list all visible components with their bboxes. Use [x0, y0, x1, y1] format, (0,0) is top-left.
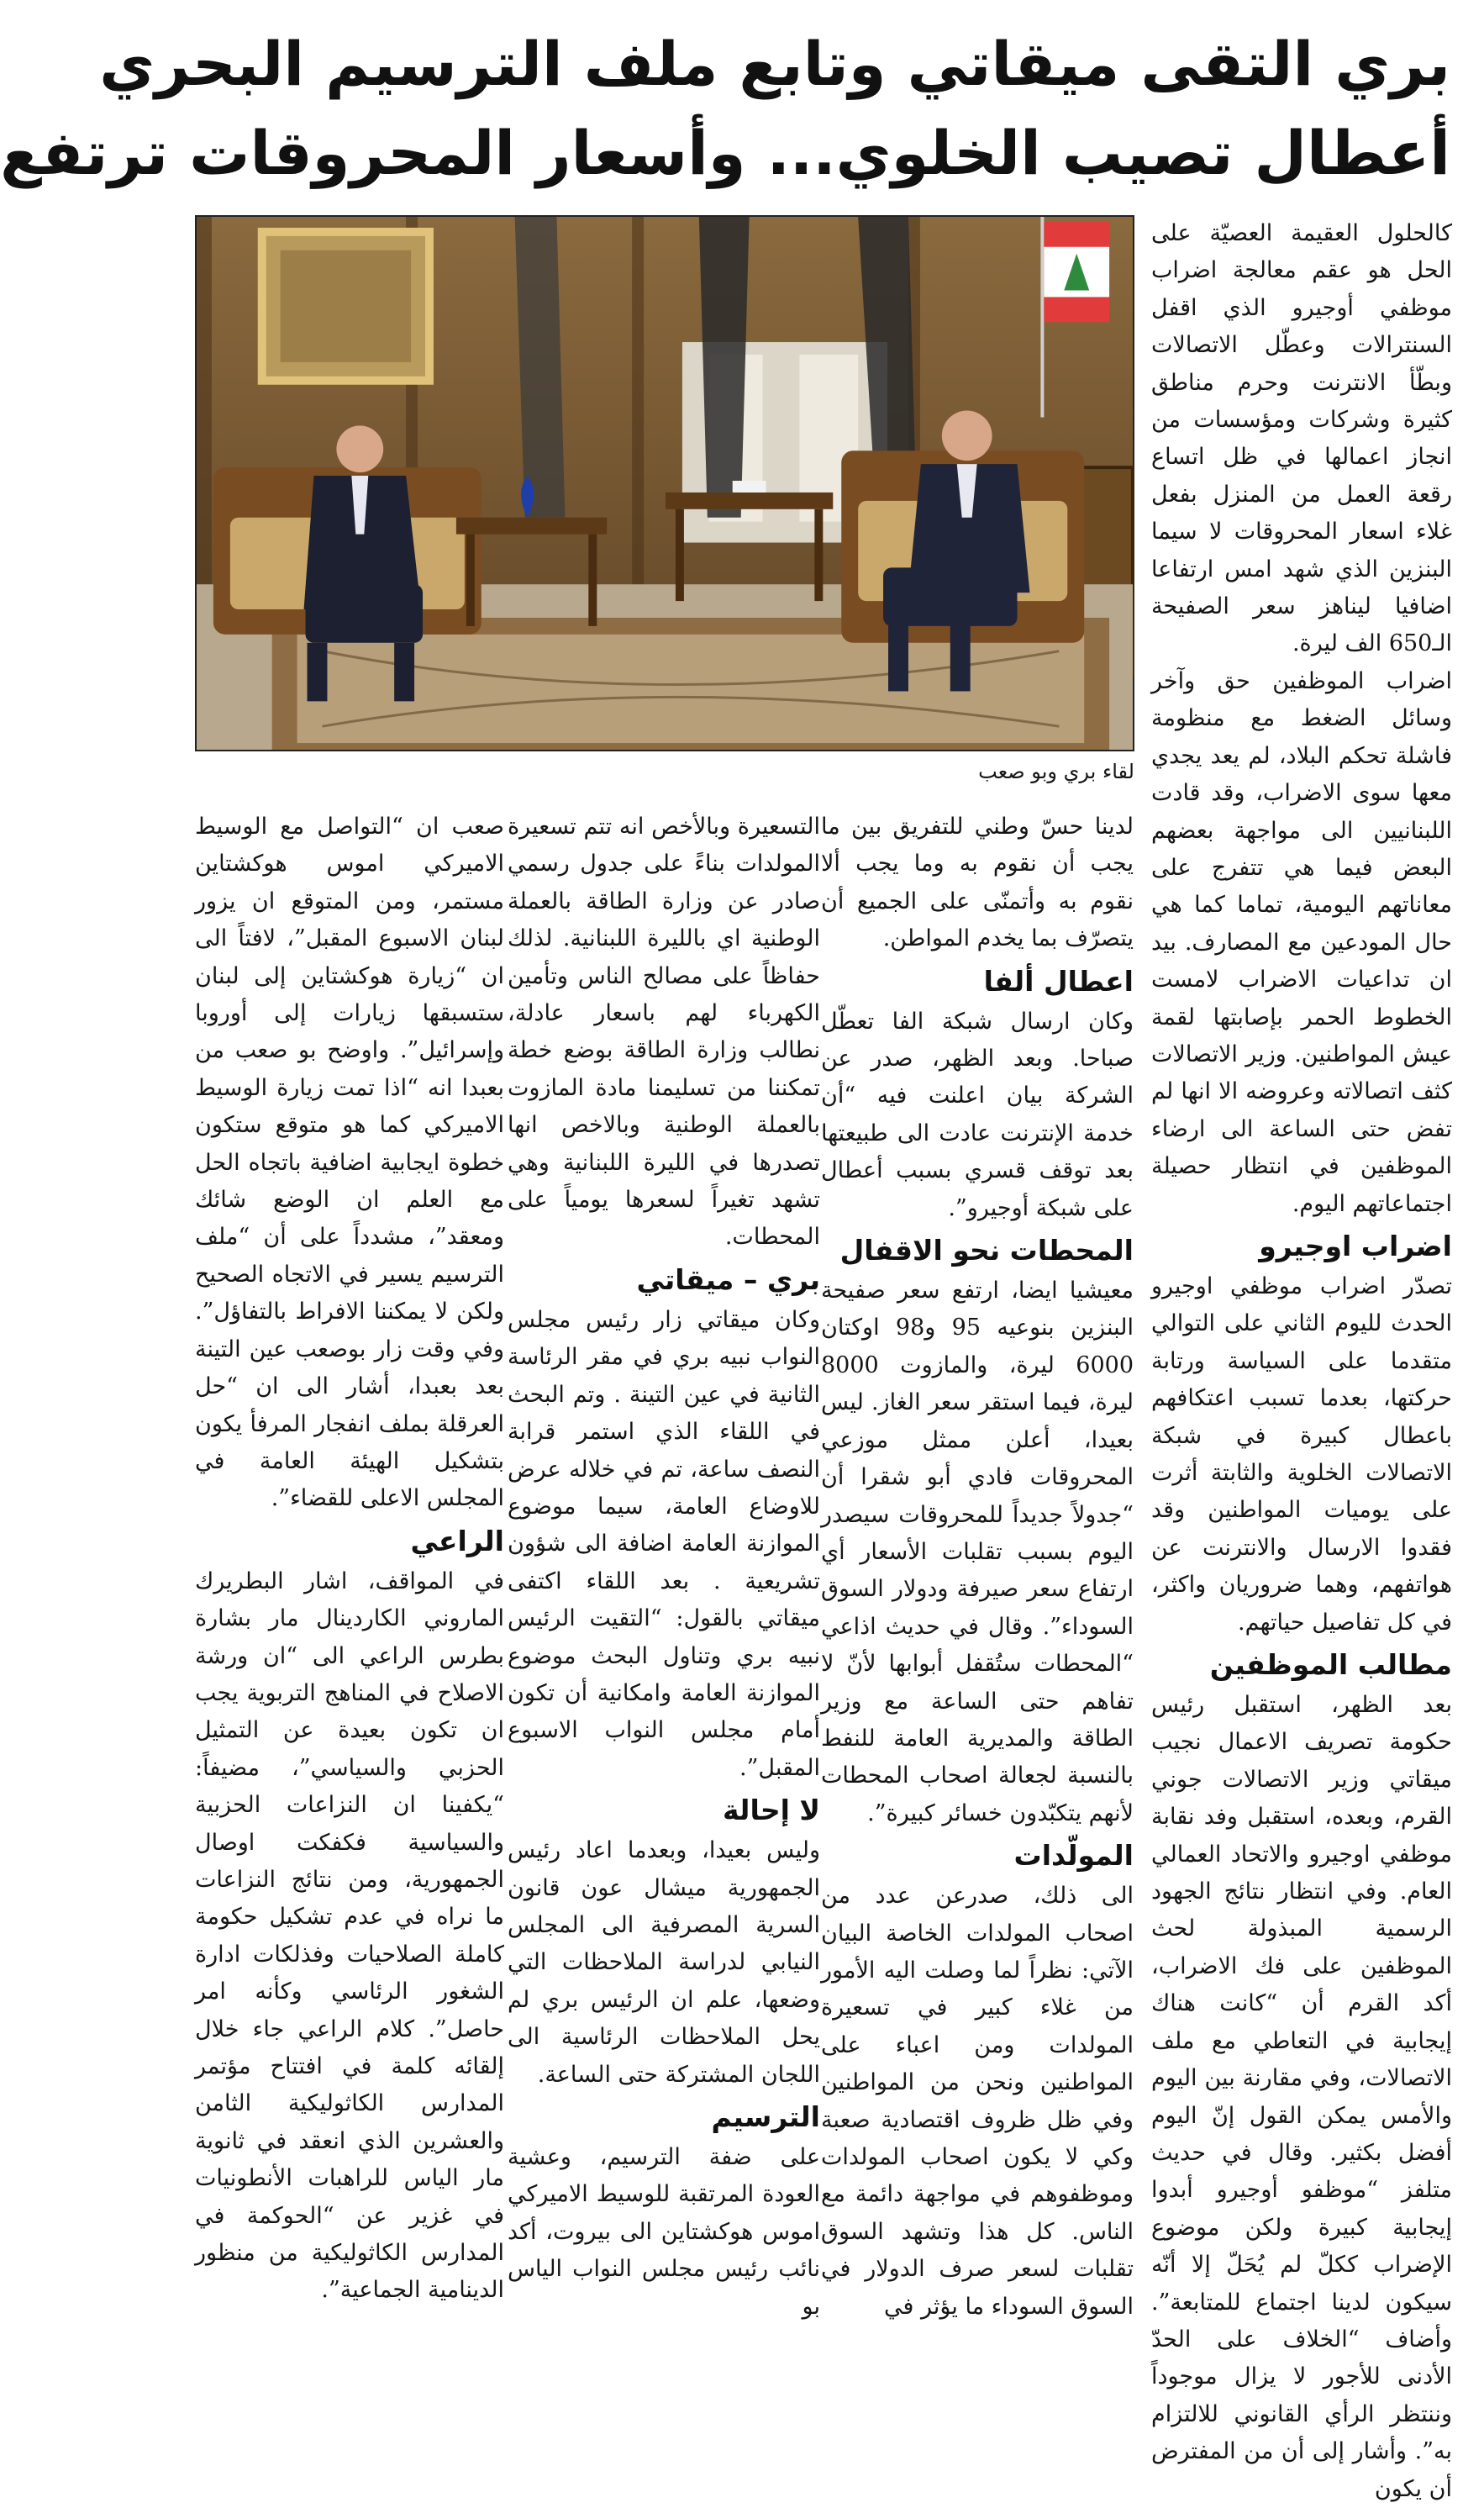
article-column-3 [508, 809, 820, 2367]
article-paragraph: الى ذلك، صدرعن عدد من اصحاب المولدات الخاصة البيان الآتي: نظراً لما وصلت اليه الأمور من غلاء كبير في تسعيرة المولدات ومن اعباء على المواطنين ونحن من المواطنين وفي ظل ظروف اقتصادية صعبة وكي لا يكون اصحاب المولدات وموظفوهم في مواجهة دائمة مع الناس. كل هذا وتشهد السوق تقلبات لسعر صرف الدولار في السوق السوداء ما يؤثر في [821, 1883, 1134, 2320]
section-heading: الترسيم [711, 2100, 820, 2133]
article-paragraph: وليس بعيدا، وبعدما اعاد رئيس الجمهورية ميشال عون قانون السرية المصرفية الى المجلس النيابي لدراسة الملاحظات التي وضعها، علم ان الرئيس بري لم يحل الملاحظات الرئاسية الى اللجان المشتركة حتى الساعة. [508, 1837, 820, 2088]
section-heading: الراعي [410, 1524, 504, 1557]
article-column-1 [1151, 215, 1452, 2502]
article-paragraph: وكان ارسال شبكة الفا تعطّل صباحا. وبعد الظهر، صدر عن الشركة بيان اعلنت فيه “أن خدمة الإنترنت عادت الى طبيعتها بعد توقف قسري بسبب أعطال على شبكة أوجيرو”. [821, 1008, 1134, 1221]
section-heading: بري – ميقاتي [636, 1262, 820, 1296]
article-paragraph: وكان ميقاتي زار رئيس مجلس النواب نبيه بري في مقر الرئاسة الثانية في عين التينة . وتم البحث في اللقاء الذي استمر قرابة النصف ساعة، تم في خلاله عرض للاوضاع العامة، سيما موضوع الموازنة العامة اضافة الى شؤون تشريعية . بعد اللقاء اكتفى ميقاتي بالقول: “التقيت الرئيس نبيه بري وتناول البحث موضوع الموازنة العامة وامكانية أن تكون أمام مجلس النواب الاسبوع المقبل”. [508, 1306, 820, 1781]
section-heading: اعطال ألفا [983, 964, 1134, 998]
article-paragraph: اضراب الموظفين حق وآخر وسائل الضغط مع منظومة فاشلة تحكم البلاد، لم يعد يجدي معها سوى الاضراب، وقد قادت اللبنانيين الى مواجهة بعضهم البعض فيما هي تتفرج على معاناتهم اليومية، تماما كما هي حال المودعين مع المصارف. بيد ان تداعيات الاضراب لامست الخطوط الحمر بإصابتها لقمة عيش المواطنين. وزير الاتصالات كثف اتصالاته وعروضه الا انها لم تفض حتى الساعة الى ارضاء الموظفين في انتظار حصيلة اجتماعاتهم اليوم. [1151, 667, 1452, 1217]
article-paragraph: صعب ان “التواصل مع الوسيط الاميركي اموس هوكشتاين مستمر، ومن المتوقع ان يزور لبنان الاسبوع المقبل”، لافتاً الى ان “زيارة هوكشتاين إلى لبنان ستسبقها زيارات إلى أوروبا وإسرائيل”. واوضح بو صعب من بعبدا انه “اذا تمت زيارة الوسيط الاميركي كما هو متوقع ستكون خطوة ايجابية اضافية باتجاه الحل مع العلم ان الوضع شائك ومعقد”، مشدداً على أن “ملف الترسيم يسير في الاتجاه الصحيح ولكن لا يمكننا الافراط بالتفاؤل”. وفي وقت زار بوصعب عين التينة بعد بعبدا، أشار الى ان “حل العرقلة بملف انفجار المرفأ يكون بتشكيل الهيئة العامة في المجلس الاعلى للقضاء”. [195, 814, 504, 1512]
meeting-photo-illustration [197, 217, 1133, 750]
section-heading: مطالب الموظفين [1209, 1648, 1452, 1682]
photo-caption: لقاء بري وبو صعب [978, 760, 1134, 783]
article-paragraph: تصدّر اضراب موظفي اوجيرو الحدث لليوم الثاني على التوالي متقدما على السياسة ورتابة حركتها، بعدما تسبب اعتكافهم باعطال كبيرة في شبكة الاتصالات الخلوية والثابتة أثرت على يوميات المواطنين وقد فقدوا الارسال والانترنت عن هواتفهم، وهما ضروريان واكثر، في كل تفاصيل حياتهم. [1151, 1272, 1452, 1636]
article-paragraph: في المواقف، اشار البطريرك الماروني الكاردينال مار بشارة بطرس الراعي الى “ان ورشة الاصلاح في المناهج التربوية يجب ان تكون بعيدة عن التمثيل الحزبي والسياسي”، مضيفاً: “يكفينا ان النزاعات الحزبية والسياسية فكفكت اوصال الجمهورية، ومن نتائج النزاعات ما نراه في عدم تشكيل حكومة كاملة الصلاحيات وفذلكات ادارة الشغور الرئاسي وكأنه امر حاصل”. كلام الراعي جاء خلال إلقائه كلمة في افتتاح مؤتمر المدارس الكاثوليكية الثامن والعشرين الذي انعقد في ثانوية مار الياس للراهبات الأنطونيات في غزير عن “الحوكمة في المدارس الكاثوليكية من منظور الدينامية الجماعية”. [195, 1568, 504, 2304]
section-heading: لا إحالة [723, 1794, 820, 1827]
section-heading: اضراب اوجيرو [1259, 1229, 1452, 1262]
headline-line-2: أعطال تصيب الخلوي... وأسعار المحروقات ترتفع [0, 118, 1450, 188]
article-paragraph: كالحلول العقيمة العصيّة على الحل هو عقم معالجة اضراب موظفي أوجيرو الذي اقفل السنترالات وعطّل الاتصالات وبطّأ الانترنت وحرم مناطق كثيرة وشركات ومؤسسات من انجاز اعمالها في ظل اتساع رقعة العمل من المنزل بفعل غلاء اسعار المحروقات لا سيما البنزين الذي شهد امس ارتفاعا اضافيا ليناهز سعر الصفيحة الـ650 الف ليرة. [1151, 220, 1452, 657]
article-paragraph: لدينا حسّ وطني للتفريق بين ما يجب أن نقوم به وما يجب ألا نقوم به وأتمنّى على الجميع أن يتصرّف بما يخدم المواطن. [821, 814, 1134, 952]
article-paragraph: بعد الظهر، استقبل رئيس حكومة تصريف الاعمال نجيب ميقاتي وزير الاتصالات جوني القرم، وبعده، استقبل وفد نقابة موظفي اوجيرو والاتحاد العمالي العام. وفي انتظار نتائج الجهود الرسمية المبذولة لحث الموظفين على فك الاضراب، أكد القرم أن “كانت هناك إيجابية في التعاطي مع ملف الاتصالات، وفي مقارنة بين اليوم والأمس يمكن القول إنّ اليوم أفضل بكثير. وقال في حديث متلفز “موظفو أوجيرو أبدوا إيجابية كبيرة ولكن موضوع الإضراب ككلّ لم يُحَلّ إلا أنّه سيكون لدينا اجتماع للمتابعة”. وأضاف “الخلاف على الحدّ الأدنى للأجور لا يزال موجوداً وننتظر الرأي القانوني للالتزام به”. وأشار إلى أن من المفترض أن يكون [1151, 1692, 1452, 2502]
section-heading: المحطات نحو الاقفال [839, 1234, 1134, 1267]
headline-line-1: بري التقى ميقاتي وتابع ملف الترسيم البحري [99, 29, 1450, 99]
article-photo [195, 215, 1134, 751]
article-column-4 [195, 809, 504, 2367]
article-paragraph: التسعيرة وبالأخص انه تتم تسعيرة المولدات بناءً على جدول رسمي صادر عن وزارة الطاقة بالعملة الوطنية اي بالليرة اللبنانية. لذلك حفاظاً على مصالح الناس وتأمين الكهرباء لهم باسعار عادلة، نطالب وزارة الطاقة بوضع خطة تمكننا من تسليمنا مادة المازوت بالعملة الوطنية وبالاخص انها تصدرها في الليرة اللبنانية وهي تشهد تغيراً لسعرها يومياً على المحطات. [508, 814, 820, 1251]
article-paragraph: معيشيا ايضا، ارتفع سعر صفيحة البنزين بنوعيه 95 و98 اوكتان 6000 ليرة، والمازوت 8000 ليرة، فيما استقر سعر الغاز. ليس بعيدا، أعلن ممثل موزعي المحروقات فادي أبو شقرا أن “جدولاً جديداً للمحروقات سيصدر اليوم بسبب تقلبات الأسعار أي ارتفاع سعر صيرفة ودولار السوق السوداء”. وقال في حديث اذاعي “المحطات ستُقفل أبوابها لأنّ لا تفاهم حتى الساعة مع وزير الطاقة والمديرية العامة للنفط بالنسبة لجعالة اصحاب المحطات لأنهم يتكبّدون خسائر كبيرة”. [821, 1278, 1134, 1826]
article-paragraph: على ضفة الترسيم، وعشية العودة المرتقبة للوسيط الاميركي اموس هوكشتاين الى بيروت، أكد نائب رئيس مجلس النواب الياس بو [508, 2144, 820, 2320]
article-column-2 [821, 809, 1134, 2367]
section-heading: المولّدات [1013, 1839, 1134, 1873]
